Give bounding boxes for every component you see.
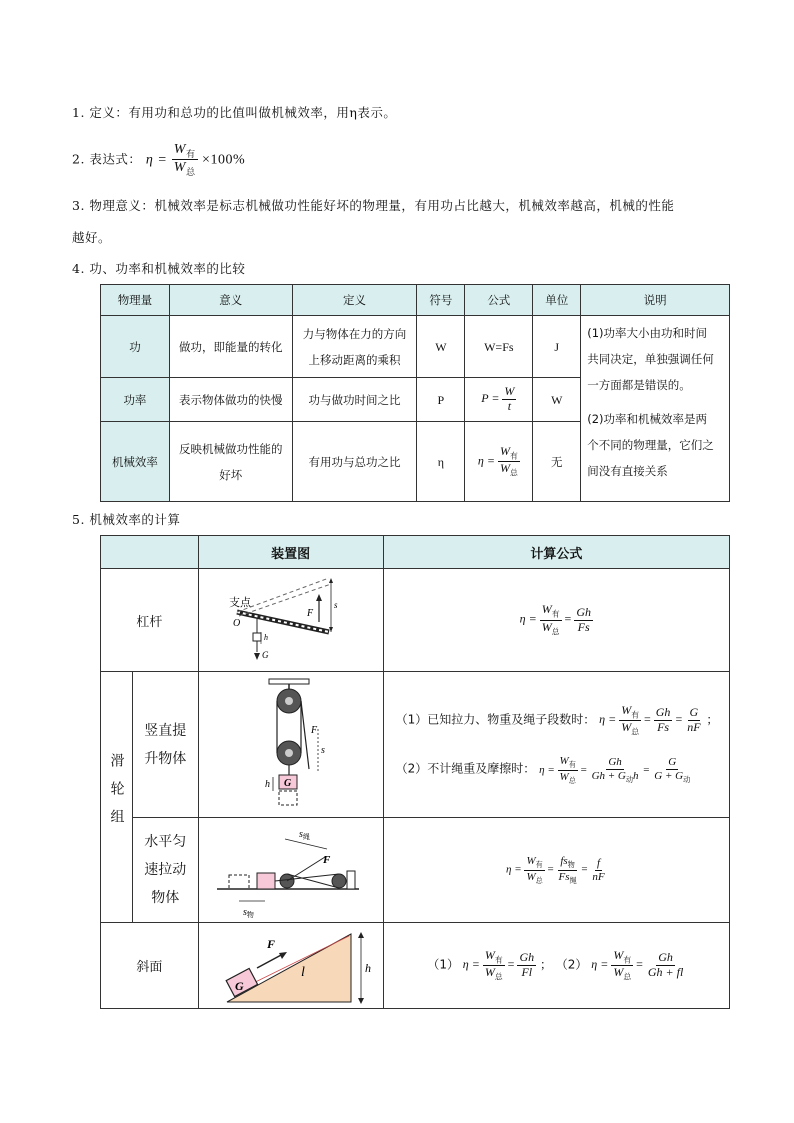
incline-g-label: G [234, 978, 244, 993]
row-work-definition [292, 316, 417, 378]
pulley-horizontal-diagram [199, 819, 383, 921]
row-work-formula: W=Fs [465, 316, 533, 378]
pulley-h-s-obj-label: $s_物$ [242, 907, 254, 919]
incline-h-label: h [364, 960, 371, 975]
row-power-unit: W [533, 378, 581, 422]
note-line-4: (2)功率和机械效率是两 [587, 412, 707, 426]
pulley-vertical-label [132, 672, 198, 818]
table-row [101, 818, 730, 923]
row-power-definition: 功与做功时间之比 [292, 378, 417, 422]
row-efficiency-definition: 有用功与总功之比 [292, 422, 417, 502]
row-efficiency-meaning-line-1: 反映机械做功性能的 [179, 441, 283, 456]
lever-s-label: s [333, 600, 338, 610]
lever-formula-n1: W [541, 602, 552, 617]
pulley-group-label: 滑轮组 [108, 753, 125, 837]
pulley-vertical-f1-n1: W [621, 702, 632, 717]
item-2-denominator: W [173, 160, 186, 176]
pulley-vertical-g-label: G [283, 777, 291, 789]
pulley-group-label-cell [101, 672, 133, 923]
pulley-h-formula-lhs: η = [506, 863, 522, 876]
row-efficiency-unit: 无 [533, 422, 581, 502]
row-efficiency-formula-den: W [499, 461, 510, 475]
pulley-h-formula-d2: Fs [558, 870, 570, 883]
incline-force-arrow [257, 954, 283, 968]
incline-f2-n2: Gh [658, 950, 673, 965]
item-1-definition: 1. 定义：有用功和总功的比值叫做机械效率，用η表示。 [72, 105, 397, 120]
incline-f1-lhs: η = [462, 957, 480, 972]
header-formula: 公式 [465, 285, 533, 316]
pulley-horizontal-label-line-3: 物体 [151, 890, 180, 906]
pulley-vertical-f1-n2: Gh [655, 705, 671, 720]
note-line-5: 个不同的物理量，它们之 [587, 438, 714, 452]
pulley-h-wall [347, 871, 355, 889]
item-2-label: 2. 表达式： [72, 151, 142, 167]
pulley-vertical-f1-d3: nF [687, 720, 701, 735]
pulley-vertical-s-label: s [320, 744, 325, 756]
row-efficiency-formula [465, 422, 533, 502]
pulley-vertical-f2-lhs: η = [539, 763, 555, 776]
pulley-vertical-f-label: F [310, 724, 317, 736]
pulley-vertical-f2-prefix: （2）不计绳重及摩擦时： [395, 761, 536, 776]
pulley-vertical-label-line-2: 升物体 [144, 750, 187, 767]
lever-formula-lhs: η = [519, 611, 537, 626]
note-line-3: 一方面都是错误的。 [587, 378, 691, 392]
pulley-vertical-formulas [383, 672, 729, 818]
pulley-vertical-diagram [199, 673, 383, 817]
pulley-vertical-label-line-1: 竖直提 [144, 722, 187, 739]
row-power-name: 功率 [101, 378, 170, 422]
row-efficiency-formula-den-sub: 总 [509, 468, 518, 478]
pulley-vertical-f2-d1: W [559, 770, 569, 783]
pulley-vertical-f2-n3: G [668, 756, 677, 769]
pulley-vertical-formula-2: （2）不计绳重及摩擦时： η = $\frac{W_有}{W_总}$ = $\frac{Gh}{Gh + G_动h}$ = $\frac{G}{G + G_动}$ [395, 755, 691, 786]
row-power-formula [465, 378, 533, 422]
lever-formula-equals: = [564, 611, 572, 626]
note-line-6: 间没有直接关系 [587, 464, 668, 478]
item-2-eta: η = [145, 152, 168, 168]
lever-formula [383, 569, 729, 672]
incline-f1-n1-sub: 有 [494, 955, 503, 965]
pulley-h-formula-d1-sub: 总 [535, 876, 543, 885]
lever-formula-n2: Gh [576, 604, 591, 619]
pulley-vertical-f1-prefix: （1）已知拉力、物重及绳子段数时： [395, 712, 596, 727]
lever-o-label: O [232, 618, 240, 629]
pulley-h-formula-n2-sub: 物 [567, 861, 575, 870]
incline-f2-d1: W [613, 965, 624, 979]
note-line-2: 共同决定，单独强调任何 [587, 352, 714, 366]
incline-formulas: （1） η = $\frac{W_有}{W_总}$ = $\frac{Gh}{Fl}$ ； （2） η = $\frac{W_有}{W_总}$ = $\frac{Gh}{Gh + fl}$ [383, 923, 729, 1009]
row-work-meaning: 做功，即能量的转化 [169, 316, 292, 378]
incline-diagram [199, 924, 383, 1008]
table-row [101, 569, 730, 672]
incline-f1-n2: Gh [519, 950, 535, 965]
incline-f1-d1: W [484, 965, 495, 979]
pulley-horizontal-label-line-2: 速拉动 [144, 862, 187, 878]
calculation-header-row [101, 536, 730, 569]
pulley-vertical-f1-d1-sub: 总 [631, 727, 639, 737]
item-2-numerator: W [173, 142, 186, 157]
pulley-horizontal-diagram-cell [198, 818, 383, 923]
pulley-h-formula-d1: W [526, 870, 536, 883]
incline-f1-d1-sub: 总 [494, 972, 503, 982]
row-efficiency-formula-num-sub: 有 [509, 451, 518, 461]
header-note: 说明 [581, 285, 730, 316]
incline-f2-d2: Gh + fl [647, 965, 684, 979]
header-formula: 计算公式 [383, 536, 729, 569]
incline-f-label: F [266, 936, 275, 951]
header-definition: 定义 [292, 285, 417, 316]
pulley-load-start [279, 791, 297, 805]
lever-s-arrowhead-top [329, 578, 333, 583]
row-power-formula-num: W [504, 384, 515, 399]
incline-f2-prefix: （2） [555, 957, 588, 972]
item-2-numerator-sub: 有 [185, 148, 196, 159]
pulley-h-formula-n3: f [596, 856, 600, 869]
pulley-vertical-f2-d1-sub: 总 [568, 777, 576, 786]
item-2-denominator-sub: 总 [185, 167, 196, 178]
pulley-vertical-f2-d2-sub: 动 [625, 776, 634, 785]
table-row [101, 672, 730, 818]
pulley-vertical-f2-d3-sub: 动 [683, 776, 691, 785]
pulley-horizontal-formula: η = $\frac{W_有}{W_总}$ = $\frac{fs_物}{Fs_绳}$ = $\frac{f}{nF}$ [383, 818, 729, 923]
item-2-expression [72, 142, 245, 178]
pulley-h-object [257, 873, 275, 889]
row-power-formula-den: t [507, 399, 512, 413]
pulley-horizontal-label-line-1: 水平匀 [144, 834, 187, 850]
header-diagram: 装置图 [198, 536, 383, 569]
pulley-vertical-f2-d2: Gh + G [591, 769, 626, 782]
incline-f2-n1: W [613, 947, 624, 962]
pulley-vertical-f1-lhs: η = [599, 712, 617, 727]
lever-formula-d1-sub: 总 [551, 626, 560, 636]
lever-s-arrowhead-bottom [329, 627, 333, 632]
lever-gravity-arrowhead [254, 653, 260, 660]
header-unit: 单位 [533, 285, 581, 316]
pulley-fixed-axle [285, 697, 293, 705]
header-quantity: 物理量 [101, 285, 170, 316]
row-power-meaning: 表示物体做功的快慢 [169, 378, 292, 422]
pulley-rope-free [301, 701, 309, 769]
lever-force-arrowhead [316, 594, 322, 601]
pulley-vertical-f2-d2-tail: h [633, 769, 639, 782]
incline-h-arrowhead-bottom [358, 998, 364, 1004]
row-efficiency-meaning-line-2: 好坏 [219, 467, 243, 482]
pulley-vertical-f1-n3: G [689, 705, 699, 720]
row-efficiency-name: 机械效率 [101, 422, 170, 502]
header-meaning: 意义 [169, 285, 292, 316]
pulley-h-s-rope-label: $s_绳$ [298, 829, 310, 841]
table-row [101, 316, 730, 378]
note-cell [581, 316, 730, 502]
pulley-h-f-label: F [322, 854, 330, 866]
item-3-line-2: 越好。 [72, 230, 112, 245]
item-2-percent: ×100% [202, 152, 246, 168]
comparison-header-row [101, 285, 730, 316]
lever-diagram-cell [198, 569, 383, 672]
table-row [101, 923, 730, 1009]
pulley-vertical-f1-end: ； [706, 712, 719, 727]
row-work-def-line-1: 力与物体在力的方向 [302, 326, 407, 341]
lever-formula-n1-sub: 有 [551, 609, 560, 619]
header-blank [101, 536, 199, 569]
incline-diagram-cell [198, 923, 383, 1009]
pulley-vertical-f1-n1-sub: 有 [631, 710, 639, 720]
pulley-h-start-box [229, 875, 249, 889]
item-4-heading: 4. 功、功率和机械效率的比较 [72, 261, 246, 276]
pulley-h-formula-n1-sub: 有 [535, 861, 543, 870]
pulley-vertical-f1-d1: W [621, 720, 632, 735]
pulley-h-formula-d3: nF [592, 870, 605, 883]
row-efficiency-meaning [169, 422, 292, 502]
pulley-horizontal-label [132, 818, 198, 923]
incline-label: 斜面 [101, 923, 199, 1009]
item-5-heading: 5. 机械效率的计算 [72, 512, 181, 527]
row-work-symbol: W [417, 316, 465, 378]
lever-f-label: F [306, 608, 313, 619]
note-line-1: (1)功率大小由功和时间 [587, 326, 707, 340]
lever-load-box [253, 633, 261, 641]
incline-f2-d1-sub: 总 [623, 972, 632, 982]
pulley-vertical-f2-n1-sub: 有 [568, 761, 576, 770]
pulley-movable-axle [285, 749, 293, 757]
lever-label: 杠杆 [101, 569, 199, 672]
lever-formula-d1: W [541, 619, 552, 634]
incline-l-label: l [300, 964, 305, 980]
lever-h-label: h [263, 633, 268, 642]
incline-h-arrowhead-top [358, 932, 364, 938]
calculation-table [100, 535, 730, 1009]
item-3-line-1: 3. 物理意义：机械效率是标志机械做功性能好坏的物理量，有用功占比越大，机械效率越高，机械的性能 [72, 198, 675, 213]
incline-f2-lhs: η = [591, 957, 609, 972]
incline-f1-d2: Fl [521, 965, 533, 979]
row-efficiency-formula-num: W [499, 443, 510, 458]
pulley-vertical-f2-n2: Gh [608, 756, 622, 769]
lever-formula-d2: Fs [577, 619, 590, 634]
lever-diagram [199, 570, 383, 670]
pulley-vertical-f2-n1: W [559, 755, 569, 768]
pulley-vertical-f2-d3: G + G [654, 769, 684, 782]
row-efficiency-formula-lhs: η = [477, 453, 495, 468]
lever-fulcrum-label: 支点 [228, 596, 251, 609]
incline-separator: ； [539, 957, 552, 972]
pulley-vertical-formula-1: （1）已知拉力、物重及绳子段数时： η = $\frac{W_有}{W_总}$ = $\frac{Gh}{Fs}$ = $\frac{G}{nF}$ ； [395, 702, 719, 737]
header-symbol: 符号 [417, 285, 465, 316]
row-work-name: 功 [101, 316, 170, 378]
pulley-vertical-diagram-cell [198, 672, 383, 818]
row-efficiency-symbol: η [417, 422, 465, 502]
pulley-h-fixed-wheel [332, 874, 346, 888]
row-power-formula-lhs: P = [481, 391, 500, 406]
pulley-vertical-f1-d2: Fs [657, 720, 670, 735]
comparison-table [100, 284, 730, 502]
pulley-ceiling [269, 679, 309, 684]
pulley-vertical-h-label: h [264, 778, 270, 790]
incline-f1-prefix: （1） [427, 957, 459, 972]
incline-f2-n1-sub: 有 [623, 955, 632, 965]
row-power-symbol: P [417, 378, 465, 422]
pulley-h-formula-d2-sub: 绳 [569, 876, 577, 885]
row-work-unit: J [533, 316, 581, 378]
incline-f1-n1: W [484, 947, 495, 962]
lever-g-label: G [261, 650, 269, 660]
row-work-def-line-2: 上移动距离的乘积 [308, 352, 401, 367]
pulley-h-formula-n2: fs [560, 855, 568, 868]
item-2-fraction [172, 142, 198, 178]
pulley-h-formula-n1: W [526, 855, 536, 868]
